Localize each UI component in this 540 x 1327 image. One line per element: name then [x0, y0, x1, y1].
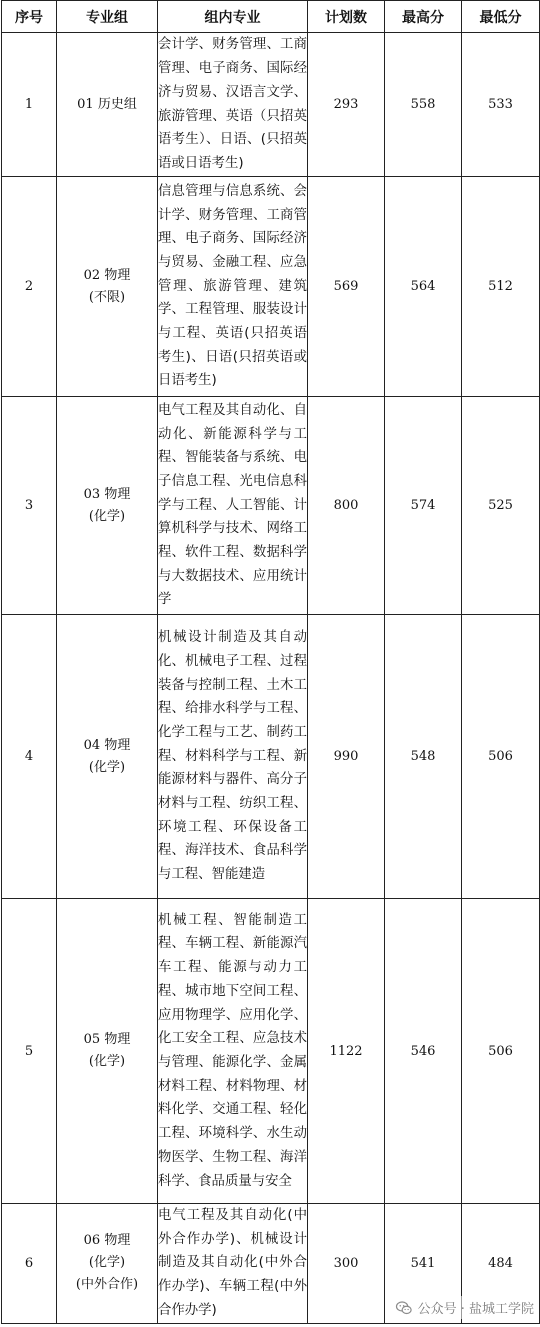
table-row: [2, 615, 540, 899]
plan-cell: 300: [308, 1204, 385, 1324]
header-majors: 组内专业: [158, 1, 308, 33]
seq-cell: 2: [2, 177, 57, 397]
plan-cell: 990: [308, 615, 385, 899]
table-header-row: [2, 1, 540, 33]
group-line: (化学): [88, 508, 126, 524]
group-line: 06 物理: [83, 1233, 131, 1249]
majors-cell: 会计学、财务管理、工商管理、电子商务、国际经济与贸易、汉语言文学、旅游管理、英语（只招英语考生）、日语、(只招英语或日语考生): [158, 33, 308, 177]
wechat-watermark: [391, 1296, 538, 1319]
group-line: (中外合作): [75, 1277, 139, 1293]
seq-cell: 5: [2, 899, 57, 1204]
group-line: (不限): [88, 289, 126, 305]
group-cell: [57, 615, 158, 899]
group-line: 03 物理: [83, 486, 131, 502]
majors-cell: 电气工程及其自动化、自动化、新能源科学与工程、智能装备与系统、电子信息工程、光电信息科学与工程、人工智能、计算机科学与技术、网络工程、软件工程、数据科学与大数据技术、应用统计学: [158, 397, 308, 615]
max-score-cell: 574: [385, 397, 462, 615]
max-score-cell: 558: [385, 33, 462, 177]
max-score-cell: 548: [385, 615, 462, 899]
table-row: [2, 33, 540, 177]
min-score-cell: 484: [462, 1204, 540, 1324]
plan-cell: 293: [308, 33, 385, 177]
table-row: [2, 899, 540, 1204]
seq-cell: 1: [2, 33, 57, 177]
wechat-icon: [395, 1299, 413, 1317]
min-score-cell: 506: [462, 899, 540, 1204]
group-line: 02 物理: [83, 267, 131, 283]
group-line: (化学): [88, 759, 126, 775]
watermark-label: 公众号 · 盐城工学院: [417, 1302, 534, 1317]
header-group: 专业组: [57, 1, 158, 33]
table-row: [2, 177, 540, 397]
group-line: (化学): [88, 1255, 126, 1271]
seq-cell: 6: [2, 1204, 57, 1324]
header-plan: 计划数: [308, 1, 385, 33]
group-line: 04 物理: [83, 737, 131, 753]
min-score-cell: 525: [462, 397, 540, 615]
group-cell: [57, 33, 158, 177]
header-min-score: 最低分: [462, 1, 540, 33]
majors-cell: 机械工程、智能制造工程、车辆工程、新能源汽车工程、能源与动力工程、城市地下空间工程、应用物理学、应用化学、化工安全工程、应急技术与管理、能源化学、金属材料工程、材料物理、材料化学、交通工程、轻化工程、环境科学、水生动物医学、生物工程、海洋科学、食品质量与安全: [158, 899, 308, 1204]
group-cell: [57, 397, 158, 615]
header-seq: 序号: [2, 1, 57, 33]
group-line: (化学): [88, 1054, 126, 1069]
min-score-cell: 533: [462, 33, 540, 177]
seq-cell: 3: [2, 397, 57, 615]
max-score-cell: 541: [385, 1204, 462, 1324]
plan-cell: 569: [308, 177, 385, 397]
max-score-cell: 564: [385, 177, 462, 397]
min-score-cell: 506: [462, 615, 540, 899]
group-cell: [57, 1204, 158, 1324]
seq-cell: 4: [2, 615, 57, 899]
plan-cell: 800: [308, 397, 385, 615]
group-cell: [57, 177, 158, 397]
table-row: [2, 397, 540, 615]
group-line: 05 物理: [83, 1032, 131, 1047]
max-score-cell: 546: [385, 899, 462, 1204]
group-cell: [57, 899, 158, 1204]
majors-cell: 电气工程及其自动化(中外合作办学)、机械设计制造及其自动化(中外合作办学)、车辆工程(中外合作办学): [158, 1204, 308, 1324]
majors-cell: 信息管理与信息系统、会计学、财务管理、工商管理、电子商务、国际经济与贸易、金融工程、应急管理、旅游管理、建筑学、工程管理、服装设计与工程、英语(只招英语考生)、日语(只招英语或日语考生): [158, 177, 308, 397]
plan-cell: 1122: [308, 899, 385, 1204]
header-max-score: 最高分: [385, 1, 462, 33]
min-score-cell: 512: [462, 177, 540, 397]
admission-score-table: [1, 0, 540, 1324]
group-line: 01 历史组: [77, 96, 137, 112]
majors-cell: 机械设计制造及其自动化、机械电子工程、过程装备与控制工程、土木工程、给排水科学与工程、化学工程与工艺、制药工程、材料科学与工程、新能源材料与器件、高分子材料与工程、纺织工程、环境工程、环保设备工程、海洋技术、食品科学与工程、智能建造: [158, 615, 308, 899]
